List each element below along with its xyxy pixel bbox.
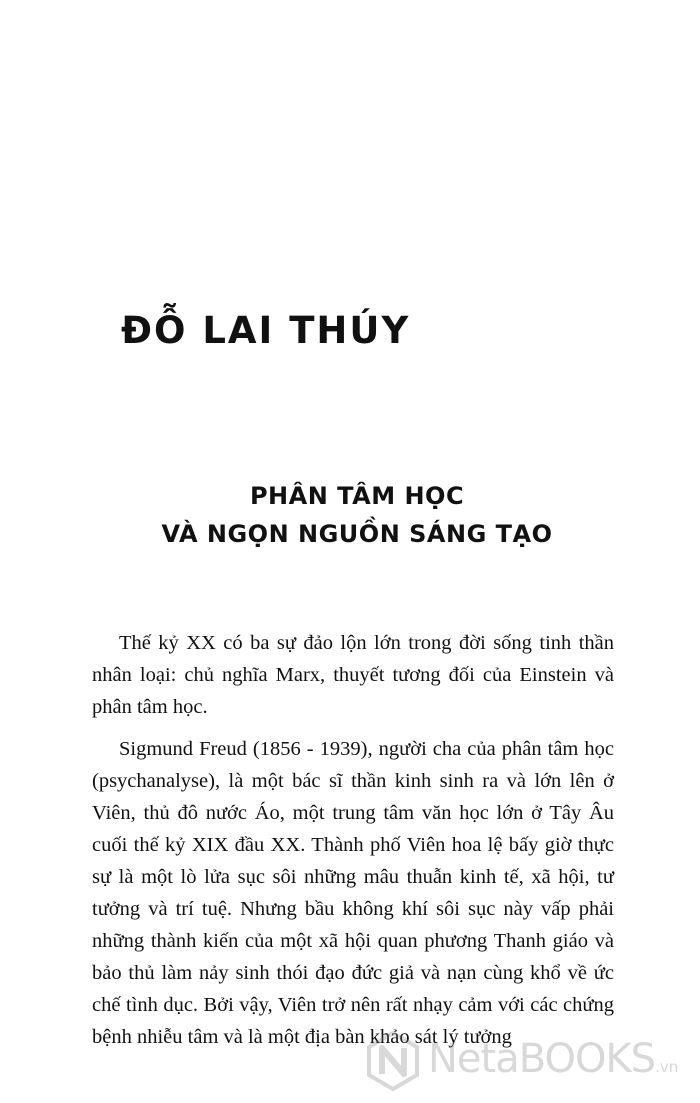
watermark-text xyxy=(428,1036,678,1082)
paragraph-2: Sigmund Freud (1856 - 1939), người cha của phân tâm học (psychanalyse), là một bác sĩ thần kinh sinh ra và lớn lên ở Viên, thủ đô nước Áo, một trung tâm văn học lớn ở Tây Âu cuối thế kỷ XIX đầu XX. Thành phố Viên hoa lệ bấy giờ thực sự là một lò lửa sục sôi những mâu thuẫn kinh tế, xã hội, tư tưởng và trí tuệ. Nhưng bầu không khí sôi sục này vấp phải những thành kiến của một xã hội quan phương Thanh giáo và bảo thủ làm nảy sinh thói đạo đức giả và nạn cùng khổ về ức chế tình dục. Bởi vậy, Viên trở nên rất nhạy cảm với các chứng bệnh nhiễu tâm và là một địa bàn khảo sát lý tưởng xyxy=(92,738,614,1048)
watermark-brand: NetaBOOKS xyxy=(428,1036,656,1082)
netabooks-logo-icon xyxy=(362,1030,424,1092)
watermark xyxy=(362,1026,697,1096)
author-name: ĐỖ LAI THÚY xyxy=(121,309,411,352)
book-title-line-2: VÀ NGỌN NGUỒN SÁNG TẠO xyxy=(161,520,553,548)
watermark-suffix: .vn xyxy=(655,1058,679,1076)
body-text xyxy=(92,627,614,1063)
book-title-line-1: PHÂN TÂM HỌC xyxy=(249,482,465,510)
paragraph-1: Thế kỷ XX có ba sự đảo lộn lớn trong đời sống tinh thần nhân loại: chủ nghĩa Marx, thuyết tương đối của Einstein và phân tâm học. xyxy=(92,632,614,718)
